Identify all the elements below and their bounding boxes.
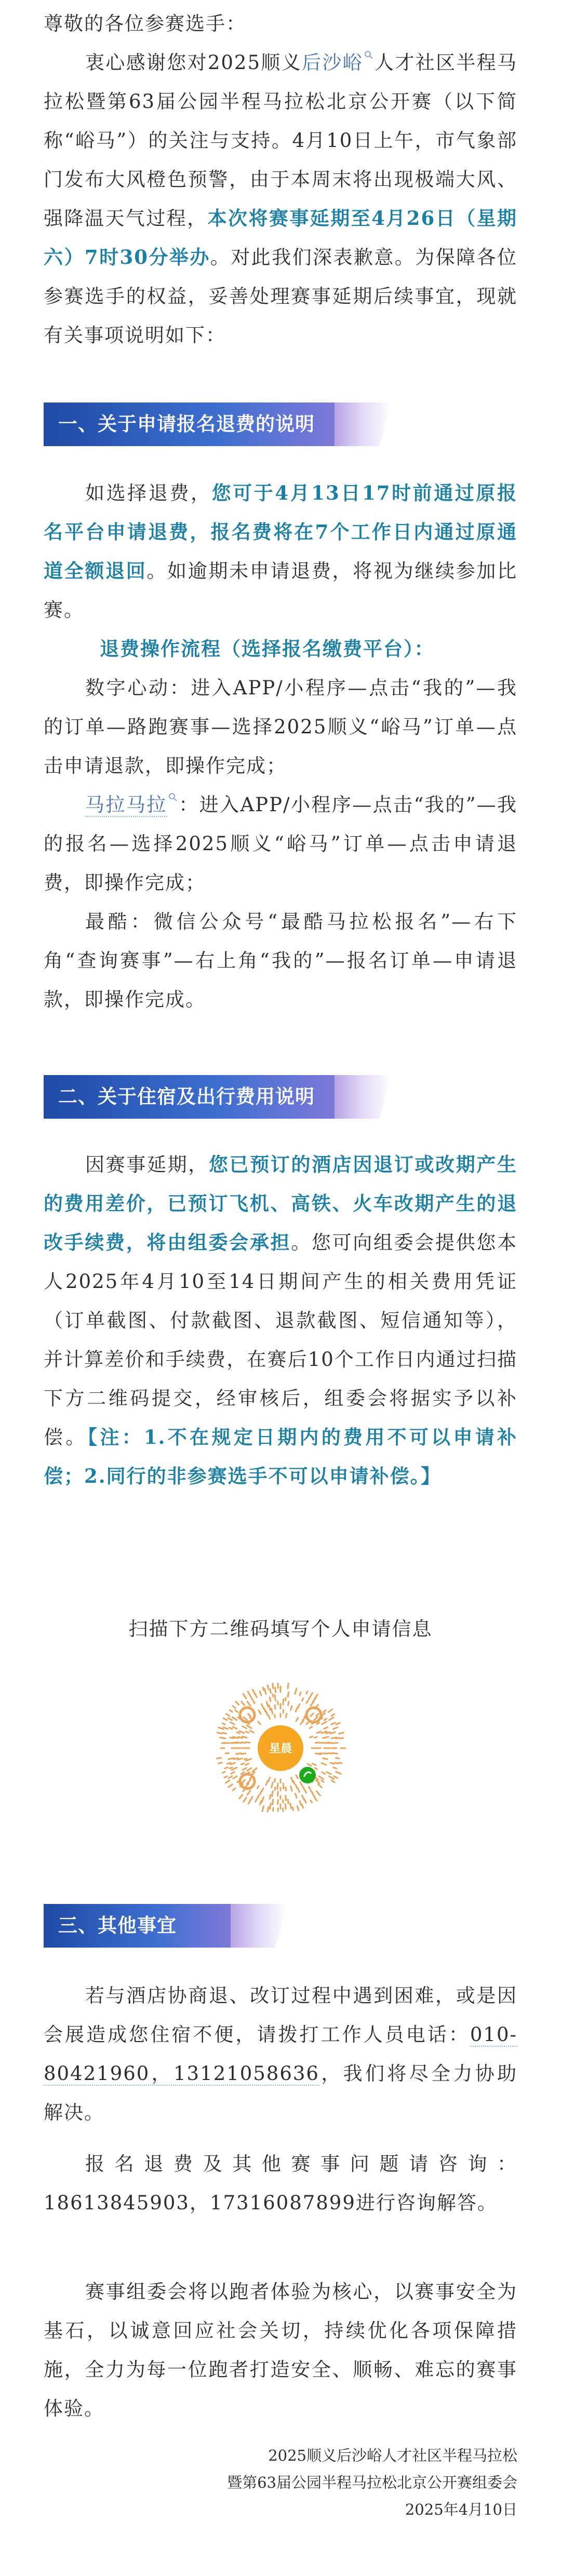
qr-dot xyxy=(326,1732,329,1733)
qr-dot xyxy=(236,1701,239,1705)
closing-paragraph: 赛事组委会将以跑者体验为核心，以赛事安全为基石，以诚意回应社会关切，持续优化各项保障措施，全力为每一位跑者打造安全、顺畅、难忘的赛事体验。 xyxy=(44,2280,517,2420)
qr-dot xyxy=(324,1710,326,1712)
qr-dot xyxy=(298,1788,299,1792)
qr-dot xyxy=(322,1780,324,1782)
qr-dot xyxy=(230,1710,232,1712)
qr-dot xyxy=(283,1783,284,1789)
qr-dot xyxy=(247,1768,251,1770)
qr-dot xyxy=(233,1776,237,1779)
qr-dot xyxy=(293,1781,295,1783)
qr-dot xyxy=(333,1767,336,1768)
section-title: 一、关于申请报名退费的说明 xyxy=(58,413,315,435)
banner-fade xyxy=(335,1075,392,1119)
refund-process-heading: 退费操作流程（选择报名缴费平台）： xyxy=(100,637,435,660)
qr-dot xyxy=(331,1780,335,1782)
lodging-text: 因赛事延期， xyxy=(85,1153,209,1176)
qr-dot xyxy=(253,1701,255,1703)
qr-dot xyxy=(272,1791,273,1796)
qr-dot xyxy=(262,1797,263,1802)
refund-text: 如选择退费， xyxy=(85,482,212,504)
qr-dot xyxy=(310,1737,312,1738)
qr-dot xyxy=(269,1705,271,1710)
footer-signature xyxy=(227,2442,517,2523)
qr-dot xyxy=(295,1688,297,1694)
qr-dot xyxy=(259,1710,261,1714)
qr-dot xyxy=(275,1687,276,1692)
qr-dot xyxy=(291,1786,292,1791)
qr-dot xyxy=(315,1797,317,1800)
qr-dot xyxy=(251,1797,252,1800)
qr-dot xyxy=(233,1727,237,1728)
qr-dot xyxy=(262,1806,264,1811)
qr-dot xyxy=(277,1783,278,1789)
qr-dot xyxy=(225,1753,229,1754)
refund-section xyxy=(44,474,517,1019)
qr-dot xyxy=(230,1737,234,1738)
qr-dot xyxy=(323,1737,328,1738)
refund-step-text: ：进入APP/小程序—点击“我的”—我的报名—选择2025顺义“峪马”订单—点击申请退费，即操作完成； xyxy=(44,794,518,894)
qr-dot xyxy=(291,1706,292,1710)
qr-dot xyxy=(309,1787,310,1789)
lodging-section xyxy=(44,1145,517,1496)
qr-dot xyxy=(304,1790,306,1793)
qr-dot xyxy=(324,1719,326,1720)
qr-dot xyxy=(268,1807,269,1812)
qr-dot xyxy=(217,1733,222,1734)
qr-dot xyxy=(243,1768,246,1770)
qr-dot xyxy=(272,1709,273,1714)
qr-dot xyxy=(232,1718,236,1720)
qr-dot xyxy=(332,1753,338,1754)
footer-date: 2025年4月10日 xyxy=(405,2501,517,2518)
qr-dot xyxy=(270,1795,271,1799)
qr-dot xyxy=(247,1725,251,1728)
qr-dot xyxy=(339,1733,344,1734)
qr-dot xyxy=(336,1723,340,1724)
qr-dot xyxy=(324,1727,328,1729)
qr-dot xyxy=(235,1710,237,1712)
qr-dot xyxy=(269,1715,270,1719)
qr-dot xyxy=(318,1784,322,1788)
qr-dot xyxy=(223,1718,227,1720)
section-banner-refund xyxy=(44,403,376,446)
refund-step-malamala xyxy=(44,785,517,902)
qr-dot xyxy=(234,1758,238,1759)
qr-dot xyxy=(233,1788,235,1790)
qr-dot xyxy=(219,1727,223,1729)
qr-dot xyxy=(243,1726,246,1728)
section-banner-other xyxy=(44,1904,267,1948)
qr-dot xyxy=(316,1714,318,1716)
search-icon[interactable] xyxy=(364,50,373,60)
banner-fade xyxy=(231,1904,288,1948)
qr-dot xyxy=(317,1723,319,1724)
qr-dot xyxy=(258,1722,260,1724)
qr-dot xyxy=(322,1722,327,1724)
intro-text: 衷心感谢您对2025顺义 xyxy=(85,51,302,74)
qr-dot xyxy=(296,1785,297,1788)
qr-dot xyxy=(229,1776,232,1778)
qr-dot xyxy=(316,1780,319,1783)
qr-dot xyxy=(285,1804,286,1809)
qr-dot xyxy=(312,1764,316,1765)
qr-dot xyxy=(309,1697,310,1700)
qr-dot xyxy=(258,1795,259,1799)
qr-dot xyxy=(269,1777,270,1781)
qr-dot xyxy=(253,1689,255,1694)
qr-dot xyxy=(223,1772,225,1773)
section-title: 二、关于住宿及出行费用说明 xyxy=(58,1085,315,1108)
refund-text: 。如逾期未申请退费，将视为继续参加比赛。 xyxy=(44,560,518,621)
qr-dot xyxy=(272,1800,273,1804)
intro-block xyxy=(44,4,517,355)
qr-dot xyxy=(333,1727,338,1729)
qr-dot xyxy=(228,1718,232,1720)
organizer-line-1: 2025顺义后沙峪人才社区半程马拉松 xyxy=(268,2447,517,2464)
qr-dot xyxy=(311,1790,313,1793)
qr-dot xyxy=(306,1722,309,1724)
qr-dot xyxy=(233,1706,235,1708)
qr-dot xyxy=(329,1718,334,1720)
qr-dot xyxy=(248,1692,250,1696)
qr-dot xyxy=(336,1758,339,1759)
qr-dot xyxy=(223,1727,228,1729)
qr-dot xyxy=(260,1792,261,1794)
qr-dot xyxy=(248,1800,250,1803)
refund-step-shuzixindong: 数字心动：进入APP/小程序—点击“我的”—我的订单—路跑赛事—选择2025顺义“峪马”订单—点击申请退款，即操作完成； xyxy=(44,677,517,777)
contact-text: ，我们将尽全力协助解决。 xyxy=(44,2062,517,2124)
lodging-highlight: 您已预订的酒店因退订或改期产生的费用差价，已预订飞机、高铁、火车改期产生的退改手续费，将由组委会承担 xyxy=(44,1153,518,1254)
malamala-link[interactable]: 马拉马拉 xyxy=(85,794,167,816)
qr-dot xyxy=(329,1709,332,1712)
qr-dot xyxy=(270,1689,271,1693)
qr-dot xyxy=(328,1753,331,1754)
qr-dot xyxy=(296,1775,298,1778)
qr-dot xyxy=(272,1782,273,1787)
qr-dot xyxy=(306,1701,308,1703)
intro-text: 。对此我们深表歉意。为保障各位参赛选手的权益，妥善处理赛事延期后续事宜，现就有关事项说明如下： xyxy=(44,246,518,346)
qr-dot xyxy=(315,1742,318,1743)
qr-dot xyxy=(324,1753,327,1754)
qr-dot xyxy=(316,1791,320,1795)
qr-dot xyxy=(250,1730,253,1733)
qr-dot xyxy=(296,1718,298,1721)
qr-dot xyxy=(311,1800,312,1802)
qr-dot xyxy=(229,1785,232,1787)
qr-dot xyxy=(314,1717,317,1720)
qr-dot xyxy=(262,1788,263,1791)
qr-finder xyxy=(240,1774,255,1789)
qr-dot xyxy=(297,1806,298,1810)
qr-dot xyxy=(301,1721,304,1724)
qr-dot xyxy=(330,1763,334,1764)
qr-dot xyxy=(331,1714,335,1716)
qr-dot xyxy=(255,1694,257,1697)
greeting: 尊敬的各位参赛选手： xyxy=(44,12,246,35)
location-link[interactable]: 后沙峪 xyxy=(301,51,363,74)
qr-dot xyxy=(300,1692,301,1695)
qr-dot xyxy=(243,1694,246,1699)
qr-dot xyxy=(266,1702,268,1707)
qr-dot xyxy=(236,1753,241,1754)
qr-dot xyxy=(230,1722,234,1724)
qr-dot xyxy=(306,1692,308,1694)
banner-fade xyxy=(335,403,392,446)
qr-dot xyxy=(231,1772,234,1774)
qr-dot xyxy=(315,1768,317,1769)
qr-dot xyxy=(230,1767,232,1768)
intro-text: 人才社区半程马拉松暨第63届公园半程马拉松北京公开赛（以下简称“峪马”）的关注与支持。4月10日上午，市气象部门发布大风橙色预警，由于本周末将出现极端大风、强降温天气过程， xyxy=(44,51,518,230)
refund-highlight: 您可于4月13日17时前通过原报名平台申请退费，报名费将在7个工作日内通过原通道全额退回 xyxy=(44,481,517,582)
qr-dot xyxy=(311,1693,312,1696)
qr-dot xyxy=(229,1758,234,1759)
qr-dot xyxy=(319,1742,323,1743)
qr-dot xyxy=(229,1727,232,1728)
qr-dot xyxy=(246,1732,249,1733)
qr-dot xyxy=(217,1758,221,1759)
qr-dot xyxy=(241,1780,245,1784)
qr-dot xyxy=(334,1776,338,1778)
qr-dot xyxy=(331,1723,335,1724)
qr-dot xyxy=(223,1733,226,1734)
qr-dot xyxy=(247,1790,250,1795)
qr-dot xyxy=(227,1763,231,1764)
qr-dot xyxy=(322,1772,325,1774)
qr-logo-text: 星晨 xyxy=(269,1742,292,1755)
search-icon[interactable] xyxy=(168,793,178,802)
qr-dot xyxy=(238,1737,243,1738)
qr-dot xyxy=(292,1807,293,1810)
qr-dot xyxy=(219,1763,222,1764)
section-banner-lodging xyxy=(44,1075,376,1119)
qr-dot xyxy=(244,1718,247,1720)
qr-dot xyxy=(256,1799,257,1802)
qr-dot xyxy=(327,1772,331,1774)
contact-text: 若与酒店协商退、改订过程中遇到困难，或是因会展造成您住宿不便，请拨打工作人员电话： xyxy=(44,1984,517,2046)
other-section xyxy=(44,1976,517,2428)
qr-dot xyxy=(336,1772,341,1774)
qr-dot xyxy=(257,1786,259,1788)
refund-step-zuiku: 最酷：微信公众号“最酷马拉松报名”—右下角“查询赛事”—右上角“我的”—报名订单—申请退款，即操作完成。 xyxy=(44,910,517,1011)
qr-dot xyxy=(302,1804,303,1808)
qr-dot xyxy=(241,1763,244,1764)
qr-dot xyxy=(266,1781,268,1785)
inquiry-paragraph: 报名退费及其他赛事问题请咨询：18613845903，17316087899进行咨询解答。 xyxy=(44,2153,517,2214)
qr-dot xyxy=(283,1699,284,1705)
qr-dot xyxy=(300,1801,301,1805)
organizer-line-2: 暨第63届公园半程马拉松北京公开赛组委会 xyxy=(227,2474,517,2491)
qr-dot xyxy=(220,1738,225,1739)
qr-dot xyxy=(335,1763,338,1764)
qr-dot xyxy=(304,1799,306,1803)
qr-dot xyxy=(242,1742,246,1743)
qr-dot xyxy=(308,1764,311,1766)
qr-dot xyxy=(264,1689,266,1694)
qr-dot xyxy=(225,1767,228,1768)
postponement-highlight: 本次将赛事延期至4月26日（星期六）7时30分举办 xyxy=(44,207,518,269)
qr-dot xyxy=(314,1737,317,1738)
qr-dot xyxy=(330,1732,335,1734)
qr-dot xyxy=(239,1795,243,1799)
qr-dot xyxy=(246,1764,249,1765)
qr-dot xyxy=(264,1708,265,1712)
qr-dot xyxy=(291,1777,293,1781)
qr-dot xyxy=(225,1780,230,1783)
qr-dot xyxy=(319,1776,323,1779)
qr-dot xyxy=(222,1723,225,1724)
intro-paragraph xyxy=(44,43,517,355)
qr-dot xyxy=(270,1803,271,1809)
qr-dot xyxy=(263,1687,264,1691)
qr-dot xyxy=(226,1714,230,1716)
lodging-text: 。您可向组委会提供您本人2025年4月10至14日期间产生的相关费用凭证（订单截图、付款截图、退款截图、短信通知等），并计算差价和手续费，在赛后10个工作日内通过扫描下方二维码提交，经审核后，组委会将据实予以补偿。 xyxy=(44,1231,518,1448)
qr-dot xyxy=(302,1786,304,1789)
qr-dot xyxy=(317,1732,320,1733)
qr-dot xyxy=(244,1797,246,1802)
lodging-note: 【注：1.不在规定日期内的费用不可以申请补偿；2.同行的非参赛选手不可以申请补偿。】 xyxy=(44,1426,518,1487)
section-title: 三、其他事宜 xyxy=(58,1914,177,1937)
qr-dot xyxy=(319,1753,323,1754)
qr-dot xyxy=(288,1701,289,1705)
qr-dot xyxy=(313,1794,315,1796)
qr-dot xyxy=(237,1732,239,1733)
qr-dot xyxy=(224,1776,227,1778)
qr-code[interactable] xyxy=(215,1683,346,1814)
qr-caption: 扫描下方二维码填写个人申请信息 xyxy=(128,1618,433,1640)
qr-dot xyxy=(261,1704,263,1708)
qr-dot xyxy=(329,1776,334,1779)
qr-dot xyxy=(252,1768,257,1772)
contact-paragraph xyxy=(44,1976,517,2132)
qr-dot xyxy=(260,1801,261,1804)
qr-dot xyxy=(302,1698,303,1701)
qr-dot xyxy=(311,1713,314,1716)
qr-dot xyxy=(247,1701,250,1706)
qr-dot xyxy=(323,1758,327,1759)
qr-dot xyxy=(242,1701,245,1705)
qr-dot xyxy=(233,1742,237,1743)
qr-dot xyxy=(243,1736,247,1738)
qr-dot xyxy=(290,1803,291,1808)
qr-dot xyxy=(310,1727,312,1728)
refund-paragraph xyxy=(44,474,517,629)
phone-numbers[interactable]: 010-80421960，13121058636 xyxy=(44,2023,517,2085)
qr-dot xyxy=(260,1692,261,1696)
qr-dot xyxy=(298,1704,299,1708)
qr-dot xyxy=(248,1714,251,1716)
qr-dot xyxy=(322,1763,326,1765)
qr-dot xyxy=(270,1697,271,1701)
qr-dot xyxy=(295,1793,297,1797)
lodging-paragraph xyxy=(44,1145,517,1496)
